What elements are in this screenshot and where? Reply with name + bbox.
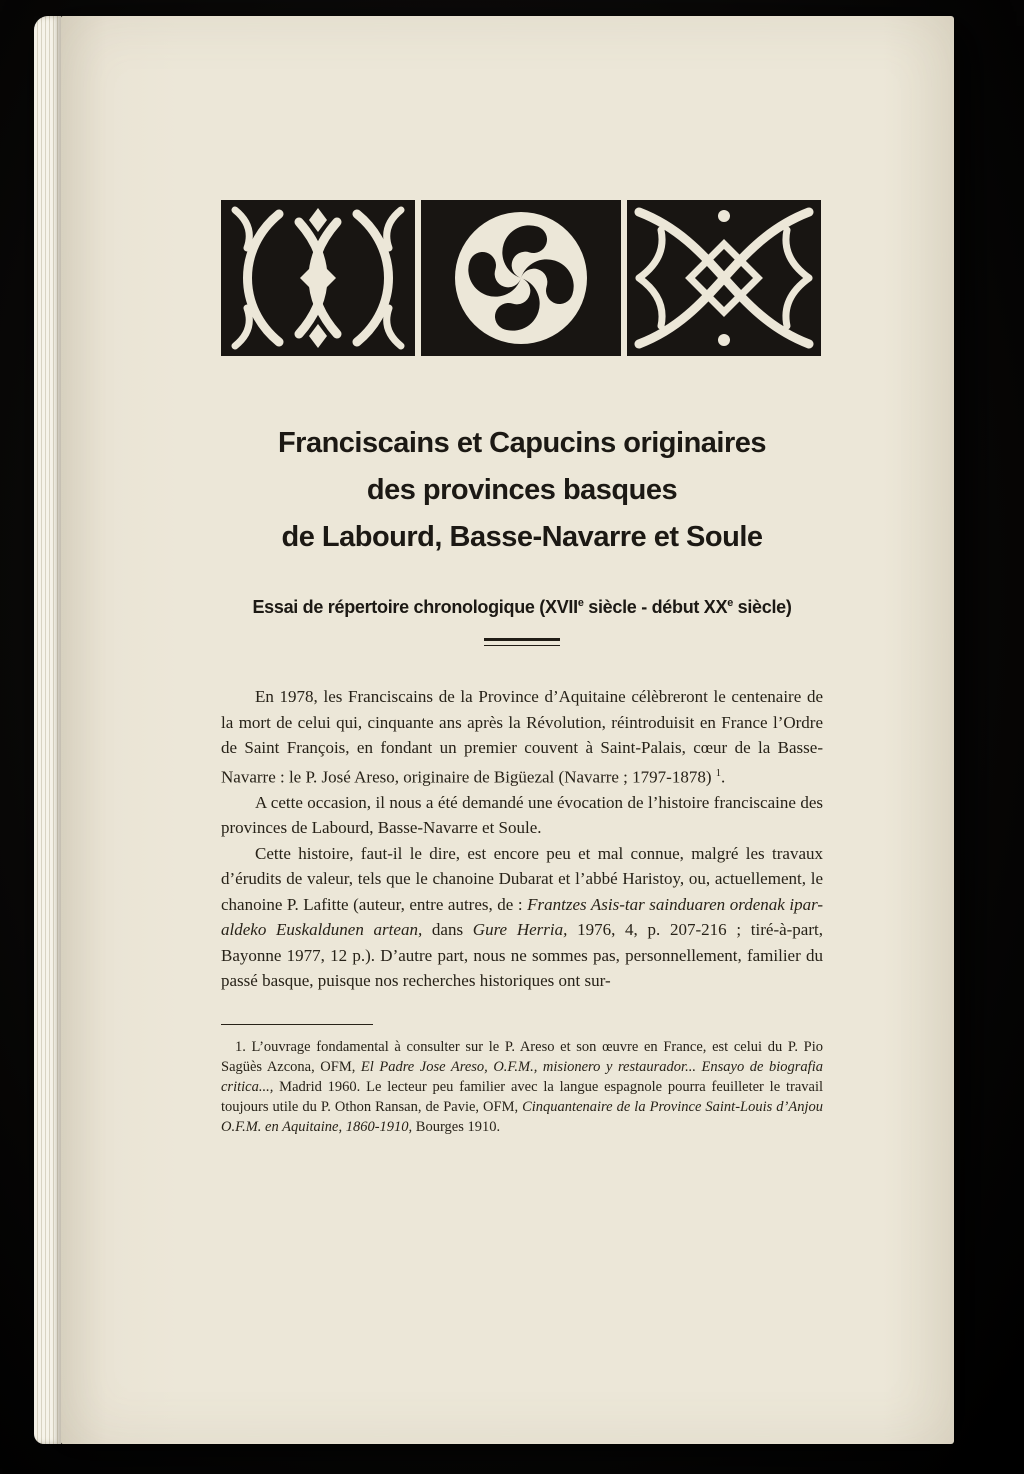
title-line: Franciscains et Capucins originaires	[277, 427, 767, 459]
page-content	[221, 16, 823, 1137]
article-title	[221, 420, 823, 561]
title-line: des provinces basques	[366, 474, 678, 506]
paragraph: En 1978, les Franciscains de la Province d’Aquitaine célèbreront le centenaire de la mort de celui qui, cinquante ans après la Révolution, réintroduisit en France l’Ordre de Saint François, en fondant un premier couvent à Saint-Palais, cœur de la Basse-Navarre : le P. José Areso, originaire de Bigüezal (Navarre ; 1797-1878) $^1$.	[221, 687, 823, 787]
ornament-left-icon	[221, 200, 415, 356]
footnote-text: 1. L’ouvrage fondamental à consulter sur le P. Areso et son œuvre en France, est celui du P. Pio Sagüès Azcona, OFM, El Padre Jose Areso, O.F.M., misionero y restaurador... Ensayo de biografia critica..., Madrid 1960. Le lecteur peu familier avec la langue espagnole pourra feuilleter le travail toujours utile du P. Othon Ransan, de Pavie, OFM, Cinquantenaire de la Province Saint-Louis d’Anjou O.F.M. en Aquitaine, 1860-1910, Bourges 1910.	[221, 1038, 823, 1135]
footnote	[221, 1037, 823, 1137]
article-subtitle: Essai de répertoire chronologique (XVIIe siècle - début XXe siècle)	[252, 597, 792, 617]
lauburu-icon	[421, 200, 621, 356]
book-page	[34, 16, 954, 1444]
title-divider	[484, 638, 560, 646]
title-line: de Labourd, Basse-Navarre et Soule	[281, 521, 763, 553]
ornament-band	[221, 200, 821, 356]
body-text	[221, 684, 823, 994]
ornament-right-icon	[627, 200, 821, 356]
paragraph: A cette occasion, il nous a été demandé une évocation de l’histoire franciscaine des provinces de Labourd, Basse-Navarre et Soule.	[221, 792, 823, 838]
paper-page	[61, 16, 954, 1444]
paragraph: Cette histoire, faut-il le dire, est encore peu et mal connue, malgré les travaux d’érudits de valeur, tels que le chanoine Dubarat et l’abbé Haristoy, ou, actuellement, le chanoine P. Lafitte (auteur, entre autres, de : Frantzes Asis-tar sainduaren ordenak ipar-aldeko Euskaldunen artean, dans Gure Herria, 1976, 4, p. 207-216 ; tiré-à-part, Bayonne 1977, 12 p.). D’autre part, nous ne sommes pas, personnellement, familier du passé basque, puisque nos recherches historiques ont sur-	[221, 843, 824, 991]
divider-thin-rule	[484, 645, 560, 646]
divider-thick-rule	[484, 638, 560, 641]
footnote-divider	[221, 1024, 373, 1025]
page-stack-edge	[34, 16, 61, 1444]
